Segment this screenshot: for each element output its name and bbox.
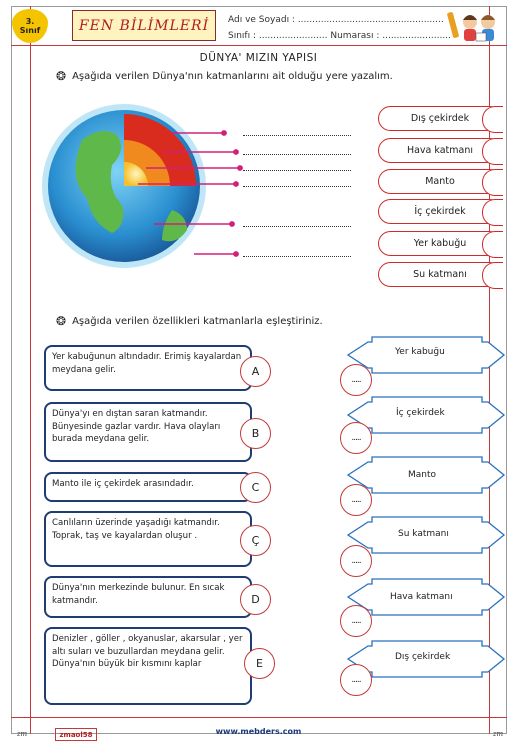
footer-user-tag: zmaol58 — [55, 728, 97, 741]
option-label: Manto — [425, 176, 455, 187]
page-heading: DÜNYA' MIZIN YAPISI — [199, 52, 318, 64]
option-label: Yer kabuğu — [413, 238, 467, 249]
answer-line-4[interactable] — [243, 186, 351, 187]
letter-badge: D — [240, 584, 271, 615]
statement-box: Dünya'yı en dıştan saran katmandır. Bünyesinde gazlar vardır. Hava olayları burada meydana gelir. — [44, 402, 252, 462]
footer-logo-right: zm — [492, 729, 504, 738]
grade-label: Sınıf — [19, 26, 41, 35]
flag-label: Yer kabuğu — [395, 347, 445, 357]
statement-box: Yer kabuğunun altındadır. Erimiş kayalardan meydana gelir. — [44, 345, 252, 391]
instruction-2 — [56, 314, 323, 328]
flag-label: Hava katmanı — [390, 592, 453, 602]
instruction-1-text: Aşağıda verilen Dünya'nın katmanlarını ait olduğu yere yazalım. — [72, 70, 393, 82]
footer-logo-left: zm — [16, 729, 28, 738]
grade-number: 3. — [25, 17, 35, 26]
option-pill — [378, 169, 502, 194]
answer-line-6[interactable] — [243, 256, 351, 257]
margin-line-left — [30, 6, 31, 734]
answer-blank[interactable]: ..... — [340, 364, 372, 396]
option-label: Dış çekirdek — [410, 113, 470, 124]
instruction-1 — [56, 69, 393, 83]
statement-box: Manto ile iç çekirdek arasındadır. — [44, 472, 252, 502]
letter-badge: Ç — [240, 525, 271, 556]
name-field[interactable]: Adı ve Soyadı : ................................................... — [228, 15, 444, 25]
flag-label: Manto — [408, 470, 437, 480]
option-label: Su katmanı — [413, 269, 467, 280]
answer-line-5[interactable] — [243, 226, 351, 227]
flag-label: Dış çekirdek — [395, 652, 451, 662]
answer-line-2[interactable] — [243, 154, 351, 155]
footer-divider — [11, 717, 507, 718]
option-pill — [378, 106, 502, 131]
option-label: Hava katmanı — [406, 145, 474, 156]
answer-blank[interactable]: ..... — [340, 422, 372, 454]
flag-label: Su katmanı — [398, 529, 449, 539]
header-divider — [11, 45, 507, 46]
option-pill — [378, 138, 502, 163]
statement-box: Dünya'nın merkezinde bulunur. En sıcak katmandır. — [44, 576, 252, 618]
letter-badge: B — [240, 418, 271, 449]
gear-icon: ❂ — [56, 69, 67, 83]
footer-site: www.mebders.com — [215, 727, 302, 736]
option-pill — [378, 199, 502, 224]
answer-line-3[interactable] — [243, 170, 351, 171]
statement-box: Canlıların üzerinde yaşadığı katmandır. Toprak, taş ve kayalardan oluşur . — [44, 511, 252, 567]
option-pill — [378, 231, 502, 256]
letter-badge: A — [240, 356, 271, 387]
student-info — [228, 12, 451, 44]
class-number-field[interactable]: Sınıfı : ........................ Numarası : ........................ — [228, 31, 451, 41]
answer-blank[interactable]: ..... — [340, 484, 372, 516]
flag-label: İç çekirdek — [396, 408, 445, 418]
kids-illustration-icon — [446, 8, 504, 44]
answer-blank[interactable]: ..... — [340, 545, 372, 577]
letter-badge: E — [244, 648, 275, 679]
gear-icon: ❂ — [56, 314, 67, 328]
answer-blank[interactable]: ..... — [340, 605, 372, 637]
answer-line-1[interactable] — [243, 135, 351, 136]
instruction-2-text: Aşağıda verilen özellikleri katmanlarla eşleştiriniz. — [72, 315, 323, 327]
statement-box: Denizler , göller , okyanuslar, akarsular , yer altı suları ve buzullardan meydana gelir. Dünya'nın büyük bir kısmını kaplar — [44, 627, 252, 705]
answer-blank[interactable]: ..... — [340, 664, 372, 696]
letter-badge: C — [240, 472, 271, 503]
subject-title: FEN BİLİMLERİ — [72, 10, 216, 41]
option-pill — [378, 262, 502, 287]
option-label: İç çekirdek — [414, 206, 466, 217]
